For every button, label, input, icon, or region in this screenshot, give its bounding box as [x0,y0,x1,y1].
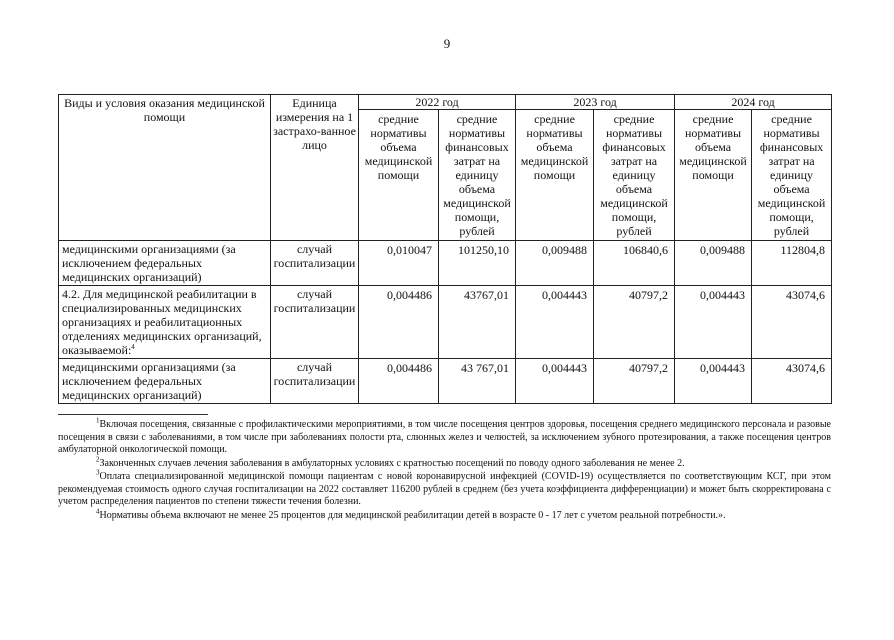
cell-cost-2023: 40797,2 [594,359,675,404]
row-kind [59,241,271,286]
header-year-2022: 2022 год [359,95,516,110]
cell-volume-2022: 0,004486 [359,359,439,404]
footnote-text: Законченных случаев лечения заболевания в амбулаторных условиях с кратностью посещений по поводу одного заболевания не менее 2. [99,457,685,469]
cell-cost-2024: 43074,6 [752,286,832,359]
footnote-text: Оплата специализированной медицинской помощи пациентам с новой коронавирусной инфекцией (COVID-19) осуществляется по соответствующим КСГ, при этом рекомендуемая стоимость одного случая госпитализации на 2022 составляет 116200 рублей в среднем (без учета коэффициента дифференциации) и может быть скорректирована с учетом распределения пациентов по степени тяжести течения болезни. [58,471,831,507]
footnotes [58,414,831,523]
footnote-divider [58,414,208,415]
row-kind-text: медицинскими организациями (за исключением федеральных медицинских организаций) [62,360,236,402]
cell-volume-2023: 0,004443 [516,286,594,359]
cell-volume-2022: 0,004486 [359,286,439,359]
cell-cost-2024: 112804,8 [752,241,832,286]
table-row [59,241,832,286]
header-cost-2024: средние нормативы финансовых затрат на единицу объема медицинской помощи, рублей [752,110,832,241]
header-row-years [59,95,832,110]
cell-cost-2022: 43 767,01 [439,359,516,404]
header-volume-2022: средние нормативы объема медицинской помощи [359,110,439,241]
cell-cost-2022: 101250,10 [439,241,516,286]
cell-cost-2023: 106840,6 [594,241,675,286]
footnote-text: Включая посещения, связанные с профилактическими мероприятиями, в том числе посещения центров здоровья, посещения среднего медицинского персонала и разовые посещения в связи с заболеваниями, в том числе при заболеваниях полости рта, слюнных желез и челюстей, за исключением зубного протезирования, а также посещения центров амбулаторной онкологической помощи. [58,419,831,455]
cell-volume-2023: 0,009488 [516,241,594,286]
footnote-mark: 2 [96,455,100,464]
row-unit: случай госпитализации [271,359,359,404]
row-unit: случай госпитализации [271,286,359,359]
row-unit: случай госпитализации [271,241,359,286]
page-number: 9 [443,36,451,51]
footnote-mark: 1 [96,416,100,425]
footnote [58,468,831,509]
row-kind [59,359,271,404]
table-row [59,359,832,404]
cell-cost-2023: 40797,2 [594,286,675,359]
cell-volume-2024: 0,009488 [675,241,752,286]
table-row [59,286,832,359]
cell-volume-2024: 0,004443 [675,286,752,359]
header-volume-2024: средние нормативы объема медицинской помощи [675,110,752,241]
footnote [58,416,831,457]
footnote-mark: 4 [96,507,100,516]
header-kind: Виды и условия оказания медицинской помощи [59,95,271,241]
header-year-2024: 2024 год [675,95,832,110]
header-year-2023: 2023 год [516,95,675,110]
footnote [58,455,831,471]
cell-cost-2022: 43767,01 [439,286,516,359]
header-cost-2023: средние нормативы финансовых затрат на единицу объема медицинской помощи, рублей [594,110,675,241]
cell-volume-2022: 0,010047 [359,241,439,286]
header-unit: Единица измерения на 1 застрахо-ванное лицо [271,95,359,241]
cell-volume-2024: 0,004443 [675,359,752,404]
cell-volume-2023: 0,004443 [516,359,594,404]
row-kind-text: медицинскими организациями (за исключением федеральных медицинских организаций) [62,242,236,284]
header-volume-2023: средние нормативы объема медицинской помощи [516,110,594,241]
row-kind-text: 4.2. Для медицинской реабилитации в специализированных медицинских организациях и реабилитационных отделениях медицинских организаций, оказываемой: [62,287,262,357]
norms-table [58,94,832,404]
row-kind-footnote-mark: 4 [131,343,135,351]
footnote-text: Нормативы объема включают не менее 25 процентов для медицинской реабилитации детей в возрасте 0 - 17 лет с учетом реальной потребности.». [99,509,726,521]
cell-cost-2024: 43074,6 [752,359,832,404]
header-cost-2022: средние нормативы финансовых затрат на единицу объема медицинской помощи, рублей [439,110,516,241]
row-kind [59,286,271,359]
footnote [58,507,831,523]
footnote-mark: 3 [96,468,100,477]
